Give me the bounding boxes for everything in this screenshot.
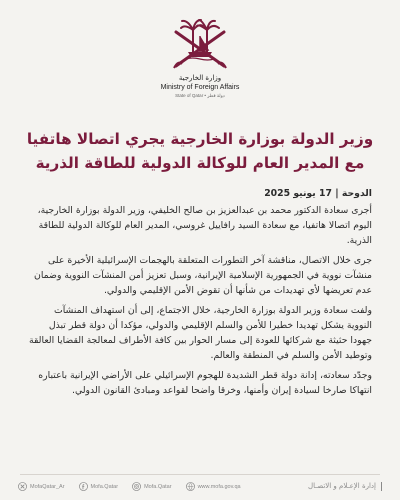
ministry-name-en: Ministry of Foreign Affairs	[160, 84, 240, 91]
title-line-1: وزير الدولة بوزارة الخارجية يجري اتصالا هاتفيا	[26, 130, 374, 149]
facebook-icon	[79, 482, 88, 491]
footer-bar	[381, 482, 382, 491]
ministry-name-ar: وزارة الخارجية	[178, 74, 222, 82]
social-links	[18, 482, 241, 491]
department-name: إدارة الإعـلام و الاتصـال	[307, 482, 376, 490]
body-paragraph-1: أجرى سعادة الدكتور محمد بن عبدالعزيز بن صالح الخليفي، وزير الدولة بوزارة الخارجية، اليوم اتصالا هاتفيا، مع سعادة السيد رافاييل غروسي، المدير العام للوكالة الدولية للطاقة الذرية.	[37, 205, 372, 246]
body-paragraph-2: جرى خلال الاتصال، مناقشة آخر التطورات المتعلقة بالهجمات الإسرائيلية الأخيرة على منشآت نووية في الجمهورية الإسلامية الإيرانية، وسبل تعزيز أمن المنشآت النووية وضمان عدم تعريضها لأي تهديدات من شأنها أن تقوض الأمن الإقليمي والدولي.	[34, 255, 372, 296]
social-link-instagram[interactable]	[132, 482, 172, 491]
x-icon	[18, 482, 27, 491]
qatar-emblem-icon	[168, 12, 232, 72]
footer	[0, 474, 400, 500]
social-label-website: www.mofa.gov.qa	[197, 483, 241, 490]
social-label-facebook: Mofa.Qatar	[90, 483, 119, 490]
social-link-facebook[interactable]	[79, 482, 119, 491]
social-label-x: MofaQatar_Ar	[30, 483, 65, 490]
title-line-2: مع المدير العام للوكالة الدولية للطاقة الذرية	[35, 154, 365, 173]
press-release-title	[14, 127, 386, 175]
social-link-website[interactable]	[186, 482, 241, 491]
ministry-logo	[0, 12, 400, 99]
body-paragraph-3: ولفت سعادة وزير الدولة بوزارة الخارجية، خلال الاجتماع، إلى أن استهداف المنشآت النووية يشكل تهديدا خطيرا للأمن والسلم الإقليمي والدولي، مؤكدا أن دولة قطر تبذل جهودا حثيثة مع شركائها للعودة إلى مسار الحوار بين كافة الأطراف لمعالجة القضايا العالقة وتوطيد الأمن والسلم في المنطقة والعالم.	[28, 305, 372, 361]
press-release-body	[28, 186, 372, 403]
social-link-x[interactable]	[18, 482, 65, 491]
body-paragraph-4: وجدّد سعادته، إدانة دولة قطر الشديدة للهجوم الإسرائيلي على الأراضي الإيرانية باعتباره انتهاكا صارخا لسيادة إيران وأمنها، وخرقا واضحا لقواعد ومبادئ القانون الدولي.	[38, 370, 372, 396]
globe-icon	[186, 482, 195, 491]
social-label-instagram: Mofa.Qatar	[144, 483, 172, 490]
state-name: State of Qatar • دولة قطر	[175, 93, 225, 98]
footer-divider	[20, 474, 380, 475]
dateline: الدوحة | 17 يونيو 2025	[264, 188, 372, 199]
instagram-icon	[132, 482, 141, 491]
